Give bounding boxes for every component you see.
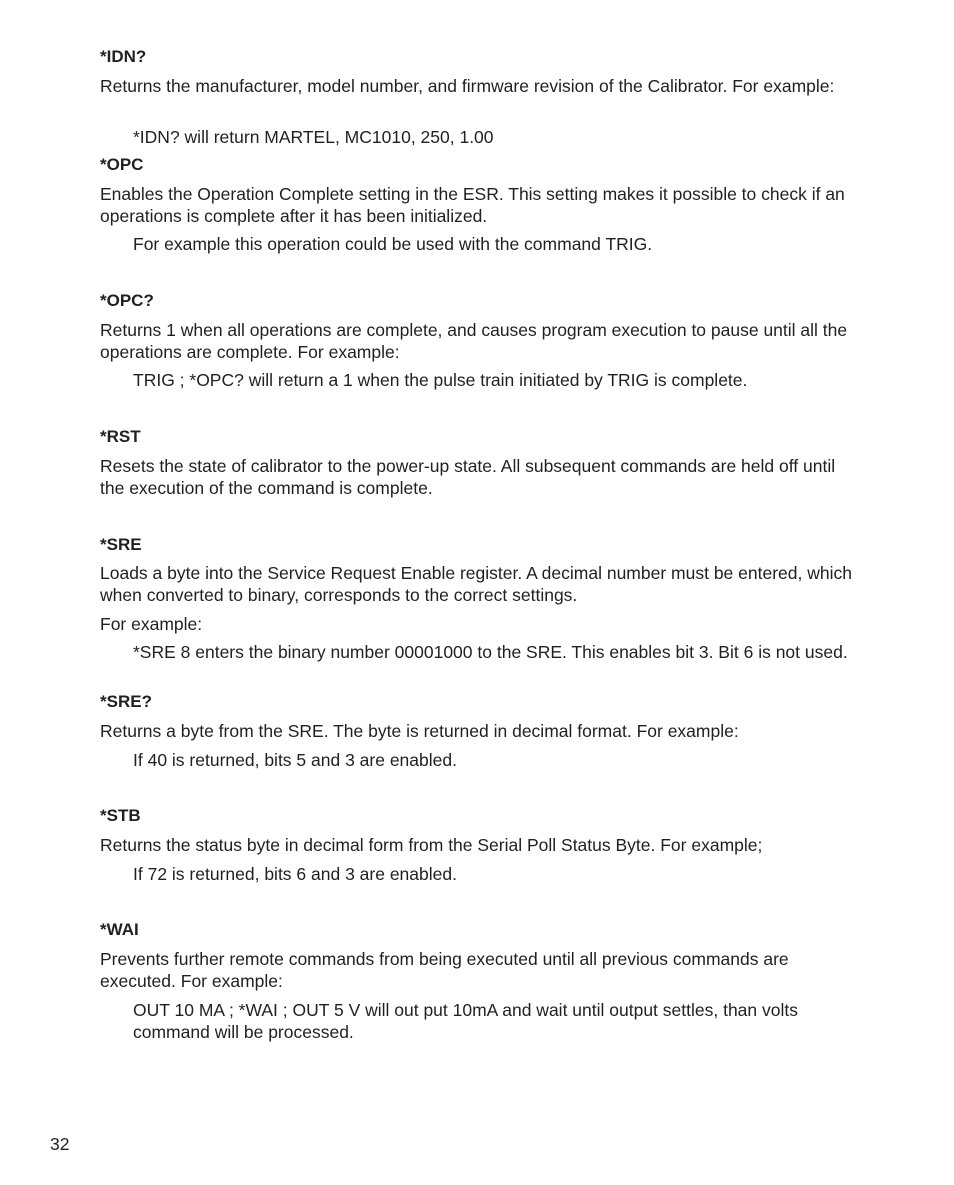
command-description-rst: Resets the state of calibrator to the power-up state. All subsequent commands are held off until the execution of the command is complete.	[100, 456, 836, 498]
command-heading-stb: *STB	[100, 806, 141, 825]
command-heading-opc-query: *OPC?	[100, 291, 154, 310]
command-example-sre-query: If 40 is returned, bits 5 and 3 are enabled.	[133, 750, 457, 770]
command-heading-opc: *OPC	[100, 155, 144, 174]
command-description-opc-query: Returns 1 when all operations are complete, and causes program execution to pause until all the operations are complete. For example:	[100, 320, 848, 362]
command-heading-sre-query: *SRE?	[100, 692, 152, 711]
command-example-opc: For example this operation could be used with the command TRIG.	[133, 234, 653, 254]
command-heading-wai: *WAI	[100, 920, 139, 939]
command-description-stb: Returns the status byte in decimal form from the Serial Poll Status Byte. For example;	[100, 835, 763, 855]
command-description-opc: Enables the Operation Complete setting in the ESR. This setting makes it possible to check if an operations is complete after it has been initialized.	[100, 184, 845, 226]
page-number: 32	[50, 1134, 70, 1154]
command-description-sre-example-label: For example:	[100, 614, 203, 634]
command-description-sre-query: Returns a byte from the SRE. The byte is returned in decimal format. For example:	[100, 721, 739, 741]
command-example-wai: OUT 10 MA ; *WAI ; OUT 5 V will out put 10mA and wait until output settles, than volts command will be processed.	[133, 1000, 798, 1042]
command-example-stb: If 72 is returned, bits 6 and 3 are enabled.	[133, 864, 457, 884]
command-heading-idn: *IDN?	[100, 47, 147, 66]
command-description-sre: Loads a byte into the Service Request Enable register. A decimal number must be entered, which when converted to binary, corresponds to the correct settings.	[100, 563, 852, 605]
command-heading-rst: *RST	[100, 427, 141, 446]
command-heading-sre: *SRE	[100, 535, 142, 554]
command-example-opc-query: TRIG ; *OPC? will return a 1 when the pulse train initiated by TRIG is complete.	[133, 370, 748, 390]
command-description-idn: Returns the manufacturer, model number, and firmware revision of the Calibrator. For example:	[100, 76, 835, 96]
command-example-idn: *IDN? will return MARTEL, MC1010, 250, 1.00	[133, 127, 494, 147]
command-description-wai: Prevents further remote commands from being executed until all previous commands are executed. For example:	[100, 949, 789, 991]
command-example-sre: *SRE 8 enters the binary number 00001000 to the SRE. This enables bit 3. Bit 6 is not used.	[133, 642, 848, 662]
